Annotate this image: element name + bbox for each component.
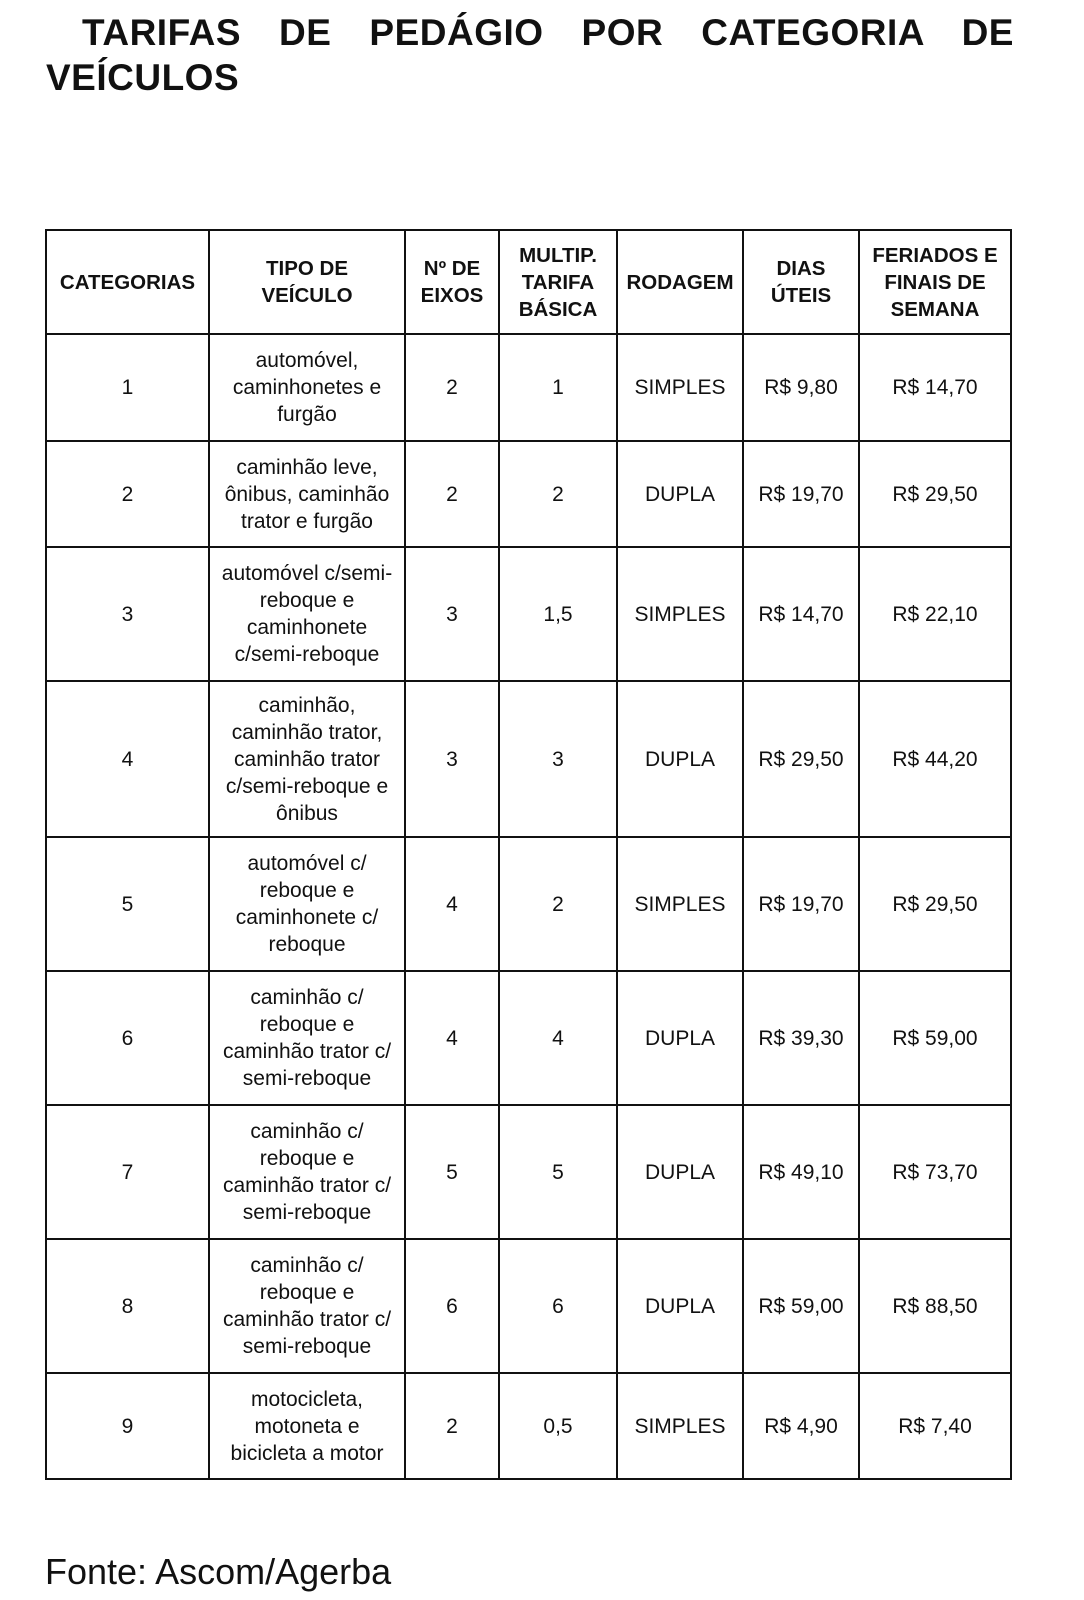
cell-multiplicador: 3 (499, 681, 617, 837)
cell-multiplicador: 2 (499, 837, 617, 971)
cell-tipo-veiculo: caminhão leve, ônibus, caminhão trator e furgão (209, 441, 405, 547)
cell-dias-uteis: R$ 29,50 (743, 681, 859, 837)
cell-rodagem: DUPLA (617, 1105, 743, 1239)
cell-rodagem: DUPLA (617, 441, 743, 547)
cell-rodagem: DUPLA (617, 971, 743, 1105)
cell-rodagem: SIMPLES (617, 837, 743, 971)
cell-eixos: 4 (405, 971, 499, 1105)
cell-rodagem: DUPLA (617, 1239, 743, 1373)
cell-rodagem: SIMPLES (617, 1373, 743, 1479)
cell-categoria: 6 (46, 971, 209, 1105)
cell-tipo-veiculo: motocicleta, motoneta e bicicleta a motor (209, 1373, 405, 1479)
table-row (46, 971, 1011, 1105)
cell-eixos: 2 (405, 441, 499, 547)
cell-eixos: 4 (405, 837, 499, 971)
page-title: TARIFAS DE PEDÁGIO POR CATEGORIA DE VEÍCULOS (46, 12, 1014, 98)
table-row (46, 1373, 1011, 1479)
cell-categoria: 4 (46, 681, 209, 837)
cell-multiplicador: 6 (499, 1239, 617, 1373)
header-eixos: Nº DE EIXOS (405, 230, 499, 334)
header-rodagem: RODAGEM (617, 230, 743, 334)
cell-multiplicador: 5 (499, 1105, 617, 1239)
cell-eixos: 6 (405, 1239, 499, 1373)
cell-eixos: 3 (405, 547, 499, 681)
cell-categoria: 7 (46, 1105, 209, 1239)
cell-dias-uteis: R$ 49,10 (743, 1105, 859, 1239)
cell-eixos: 2 (405, 1373, 499, 1479)
cell-multiplicador: 2 (499, 441, 617, 547)
table-row (46, 681, 1011, 837)
cell-rodagem: DUPLA (617, 681, 743, 837)
cell-dias-uteis: R$ 4,90 (743, 1373, 859, 1479)
cell-eixos: 2 (405, 334, 499, 441)
header-tipo-veiculo: TIPO DE VEÍCULO (209, 230, 405, 334)
cell-categoria: 2 (46, 441, 209, 547)
cell-dias-uteis: R$ 14,70 (743, 547, 859, 681)
cell-dias-uteis: R$ 19,70 (743, 837, 859, 971)
cell-feriados: R$ 22,10 (859, 547, 1011, 681)
cell-tipo-veiculo: automóvel c/ reboque e caminhonete c/ reboque (209, 837, 405, 971)
table-row (46, 334, 1011, 441)
table-row (46, 837, 1011, 971)
cell-dias-uteis: R$ 19,70 (743, 441, 859, 547)
cell-feriados: R$ 14,70 (859, 334, 1011, 441)
cell-feriados: R$ 44,20 (859, 681, 1011, 837)
cell-rodagem: SIMPLES (617, 547, 743, 681)
cell-tipo-veiculo: automóvel, caminhonetes e furgão (209, 334, 405, 441)
table-row (46, 441, 1011, 547)
cell-feriados: R$ 29,50 (859, 441, 1011, 547)
source-caption: Fonte: Ascom/Agerba (45, 1551, 392, 1592)
table-row (46, 1105, 1011, 1239)
cell-dias-uteis: R$ 9,80 (743, 334, 859, 441)
cell-categoria: 9 (46, 1373, 209, 1479)
toll-table (45, 229, 1012, 1480)
cell-categoria: 8 (46, 1239, 209, 1373)
header-multiplicador: MULTIP. TARIFA BÁSICA (499, 230, 617, 334)
cell-feriados: R$ 73,70 (859, 1105, 1011, 1239)
cell-eixos: 5 (405, 1105, 499, 1239)
cell-categoria: 3 (46, 547, 209, 681)
cell-feriados: R$ 29,50 (859, 837, 1011, 971)
cell-feriados: R$ 88,50 (859, 1239, 1011, 1373)
cell-dias-uteis: R$ 39,30 (743, 971, 859, 1105)
table-header-row (46, 230, 1011, 334)
cell-tipo-veiculo: caminhão c/ reboque e caminhão trator c/ semi-reboque (209, 1105, 405, 1239)
cell-tipo-veiculo: caminhão, caminhão trator, caminhão trator c/semi-reboque e ônibus (209, 681, 405, 837)
cell-tipo-veiculo: caminhão c/ reboque e caminhão trator c/ semi-reboque (209, 971, 405, 1105)
cell-dias-uteis: R$ 59,00 (743, 1239, 859, 1373)
cell-multiplicador: 1,5 (499, 547, 617, 681)
cell-categoria: 5 (46, 837, 209, 971)
table-row (46, 1239, 1011, 1373)
cell-feriados: R$ 7,40 (859, 1373, 1011, 1479)
header-dias-uteis: DIAS ÚTEIS (743, 230, 859, 334)
cell-multiplicador: 4 (499, 971, 617, 1105)
header-feriados: FERIADOS E FINAIS DE SEMANA (859, 230, 1011, 334)
cell-tipo-veiculo: automóvel c/semi-reboque e caminhonete c/semi-reboque (209, 547, 405, 681)
cell-eixos: 3 (405, 681, 499, 837)
header-categorias: CATEGORIAS (46, 230, 209, 334)
cell-rodagem: SIMPLES (617, 334, 743, 441)
cell-multiplicador: 1 (499, 334, 617, 441)
cell-multiplicador: 0,5 (499, 1373, 617, 1479)
cell-feriados: R$ 59,00 (859, 971, 1011, 1105)
cell-tipo-veiculo: caminhão c/ reboque e caminhão trator c/ semi-reboque (209, 1239, 405, 1373)
cell-categoria: 1 (46, 334, 209, 441)
table-row (46, 547, 1011, 681)
